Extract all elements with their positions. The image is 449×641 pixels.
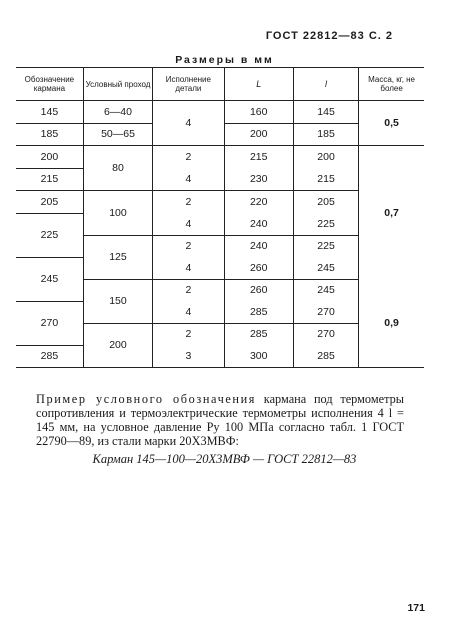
cell-l: 285: [293, 345, 358, 368]
table-row: [16, 101, 424, 124]
cell-mass: 0,7: [359, 146, 424, 280]
designation-example: Карман 145—100—20Х3МВФ — ГОСТ 22812—83: [92, 452, 357, 466]
example-body-text: кармана под термометры сопротивления и термоэлектрические термометры исполнения 4 l = 145 мм, на условное давление Py 100 МПа согласно табл. 1 ГОСТ 22790—89, из стали марки 20Х3МВФ:: [36, 392, 405, 448]
designation-example-paragraph: [36, 392, 404, 448]
cell-l: 245: [293, 257, 358, 279]
cell-designation: 285: [16, 345, 83, 368]
cell-designation: 245: [16, 257, 83, 301]
cell-bore: 6—40: [83, 101, 152, 124]
cell-bore: 50—65: [83, 123, 152, 146]
table-caption: Размеры в мм: [175, 54, 274, 66]
cell-designation: 225: [16, 213, 83, 257]
cell-L: 230: [224, 168, 293, 191]
cell-L: 240: [224, 213, 293, 235]
cell-designation: 185: [16, 123, 83, 146]
cell-version: 4: [153, 168, 224, 191]
cell-bore: 100: [83, 191, 152, 236]
cell-version: 2: [153, 323, 224, 345]
header-nominal-bore: Условный проход: [83, 68, 152, 101]
cell-L: 260: [224, 257, 293, 279]
cell-L: 260: [224, 279, 293, 301]
cell-bore: 200: [83, 323, 152, 368]
cell-l: 245: [293, 279, 358, 301]
cell-l: 225: [293, 213, 358, 235]
cell-l: 205: [293, 191, 358, 214]
page-number: 171: [407, 602, 425, 614]
cell-version: 4: [153, 301, 224, 323]
header-designation: Обозначение кармана: [16, 68, 83, 101]
table-header-row: [16, 68, 424, 101]
cell-version: 3: [153, 345, 224, 368]
table-row: [16, 146, 424, 169]
cell-version: 2: [153, 191, 224, 214]
cell-L: 240: [224, 235, 293, 257]
cell-designation: 200: [16, 146, 83, 169]
cell-designation: 145: [16, 101, 83, 124]
cell-bore: 80: [83, 146, 152, 191]
cell-l: 270: [293, 301, 358, 323]
cell-l: 270: [293, 323, 358, 345]
cell-designation: 205: [16, 191, 83, 214]
cell-L: 300: [224, 345, 293, 368]
cell-version: 2: [153, 235, 224, 257]
example-lead-text: Пример условного обозначения: [36, 392, 257, 406]
cell-l: 145: [293, 101, 358, 124]
cell-bore: 150: [83, 279, 152, 323]
cell-version: 4: [153, 257, 224, 279]
dimensions-table: [16, 67, 424, 368]
cell-designation: 215: [16, 168, 83, 191]
cell-version: 2: [153, 279, 224, 301]
cell-l: 215: [293, 168, 358, 191]
cell-mass: 0,5: [359, 101, 424, 146]
cell-bore: 125: [83, 235, 152, 279]
header-length-L: L: [224, 68, 293, 101]
cell-version: 4: [153, 101, 224, 146]
cell-mass: 0,9: [359, 279, 424, 368]
cell-L: 285: [224, 301, 293, 323]
document-header: ГОСТ 22812—83 С. 2: [265, 30, 393, 42]
cell-L: 160: [224, 101, 293, 124]
cell-l: 200: [293, 146, 358, 169]
cell-L: 200: [224, 123, 293, 146]
cell-designation: 270: [16, 301, 83, 345]
cell-version: 4: [153, 213, 224, 235]
cell-version: 2: [153, 146, 224, 169]
header-length-l: l: [293, 68, 358, 101]
cell-l: 225: [293, 235, 358, 257]
cell-L: 285: [224, 323, 293, 345]
cell-L: 220: [224, 191, 293, 214]
header-mass: Масса, кг, не более: [359, 68, 424, 101]
cell-L: 215: [224, 146, 293, 169]
cell-l: 185: [293, 123, 358, 146]
header-version: Исполнение детали: [153, 68, 224, 101]
